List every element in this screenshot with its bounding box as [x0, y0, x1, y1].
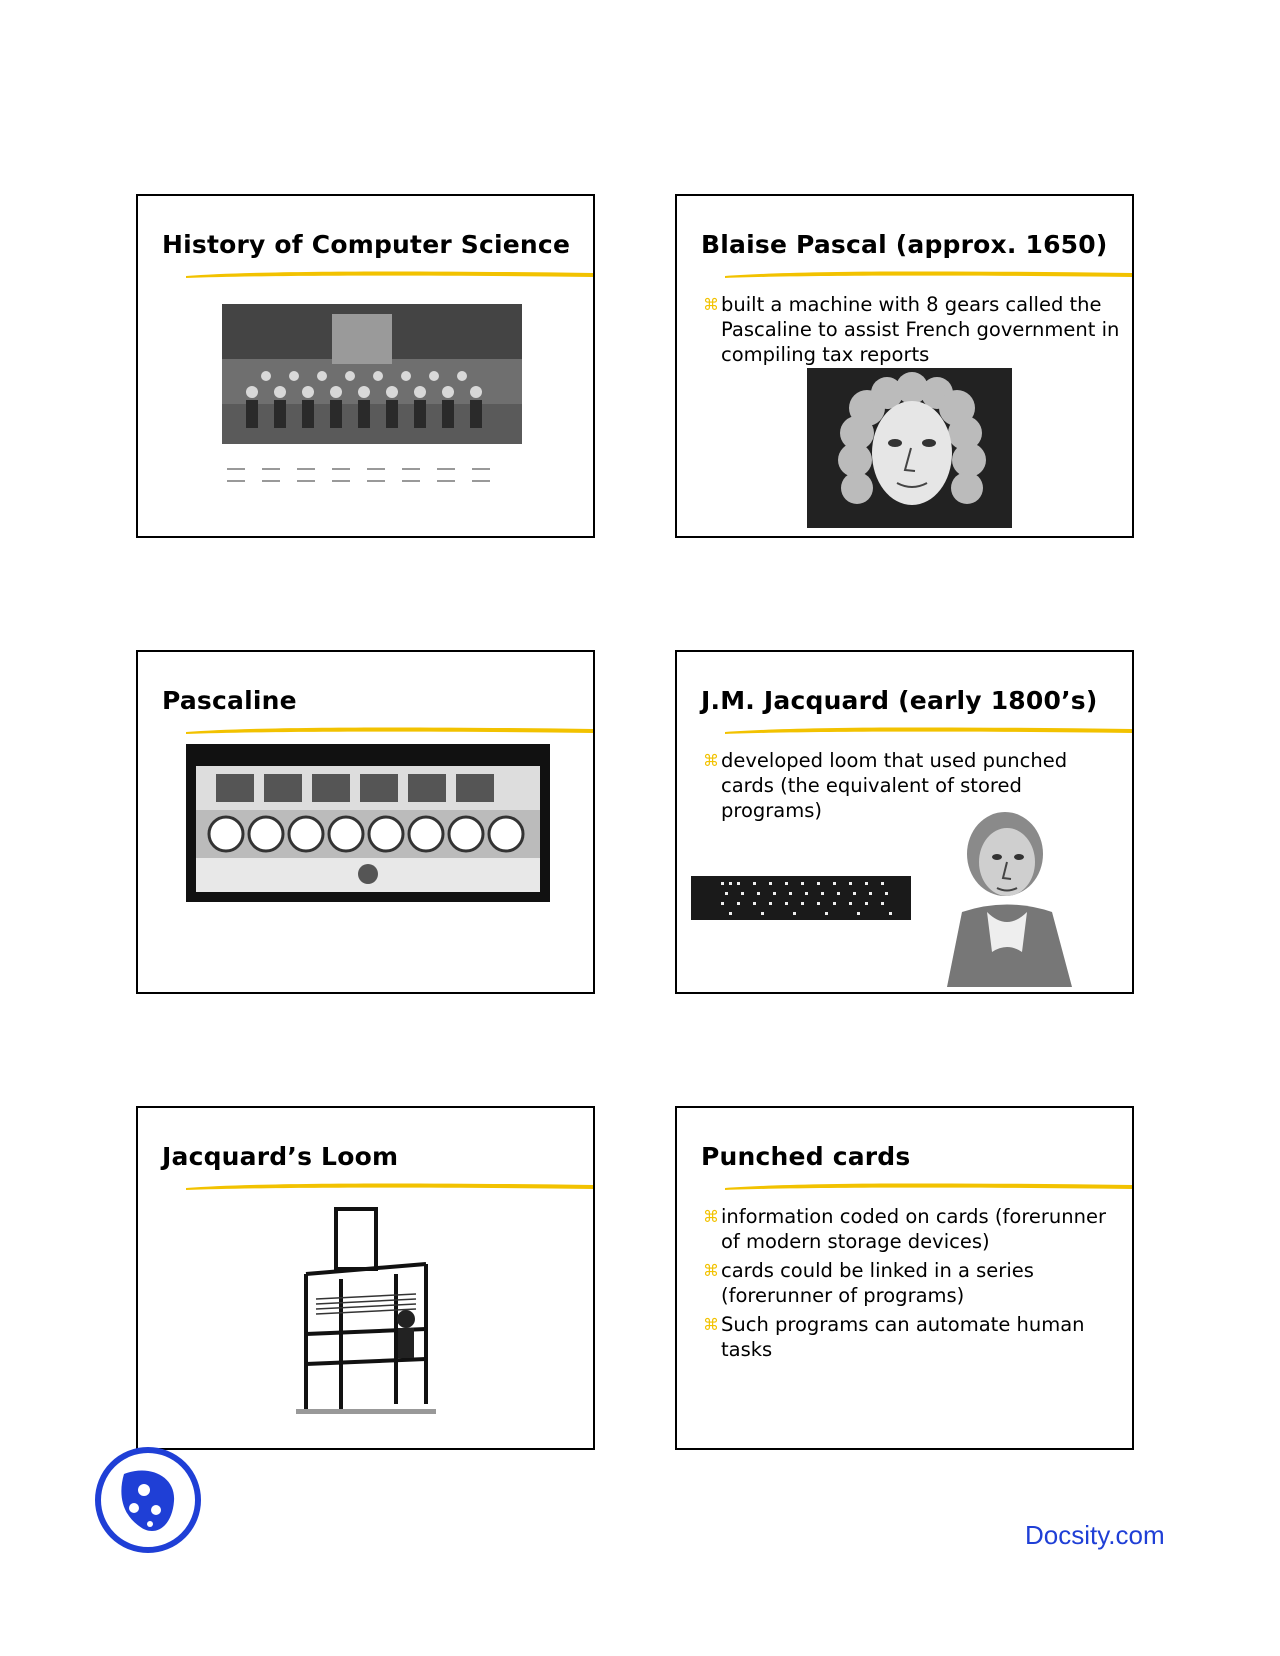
- photo-caption-marks: [222, 466, 522, 496]
- bullet-icon: ⌘: [703, 1207, 719, 1226]
- title-underline: [186, 1180, 595, 1192]
- slide-title: Blaise Pascal (approx. 1650): [701, 230, 1108, 259]
- slide-title: J.M. Jacquard (early 1800’s): [701, 686, 1098, 715]
- bullet-text: built a machine with 8 gears called the Pascaline to assist French government in compiling tax reports: [721, 293, 1120, 366]
- slide-5: [136, 1106, 595, 1450]
- loom-drawing-image: [286, 1204, 446, 1416]
- title-underline: [725, 724, 1134, 736]
- docsity-logo-icon[interactable]: [94, 1446, 202, 1554]
- title-underline: [186, 268, 595, 280]
- bullet-item: [703, 1258, 1123, 1308]
- group-photo-image: [222, 304, 522, 444]
- bullet-icon: ⌘: [703, 1261, 719, 1280]
- jacquard-portrait-image: [927, 802, 1077, 987]
- bullet-icon: ⌘: [703, 1315, 719, 1334]
- bullet-list: [703, 1204, 1123, 1366]
- bullet-icon: ⌘: [703, 751, 719, 770]
- slide-6: [675, 1106, 1134, 1450]
- docsity-brand-link[interactable]: Docsity.com: [1025, 1520, 1165, 1550]
- bullet-icon: ⌘: [703, 295, 719, 314]
- slide-title: Jacquard’s Loom: [162, 1142, 399, 1171]
- bullet-text: cards could be linked in a series (forerunner of programs): [721, 1259, 1034, 1307]
- pascaline-machine-image: [186, 744, 550, 902]
- title-underline: [186, 724, 595, 736]
- slide-4: [675, 650, 1134, 994]
- slide-3: [136, 650, 595, 994]
- slide-2: [675, 194, 1134, 538]
- punched-card-image: [691, 876, 911, 920]
- bullet-item: [703, 1312, 1123, 1362]
- bullet-text: Such programs can automate human tasks: [721, 1313, 1085, 1361]
- slide-title: Pascaline: [162, 686, 297, 715]
- slide-title: History of Computer Science: [162, 230, 571, 259]
- slide-1: [136, 194, 595, 538]
- bullet-item: [703, 1204, 1123, 1254]
- pascal-portrait-image: [807, 368, 1012, 528]
- bullet-text: developed loom that used punched cards (the equivalent of stored programs): [721, 749, 1068, 822]
- bullet-text: information coded on cards (forerunner of modern storage devices): [721, 1205, 1107, 1253]
- bullet-list: [703, 292, 1123, 371]
- bullet-item: [703, 292, 1123, 367]
- title-underline: [725, 268, 1134, 280]
- slide-title: Punched cards: [701, 1142, 911, 1171]
- title-underline: [725, 1180, 1134, 1192]
